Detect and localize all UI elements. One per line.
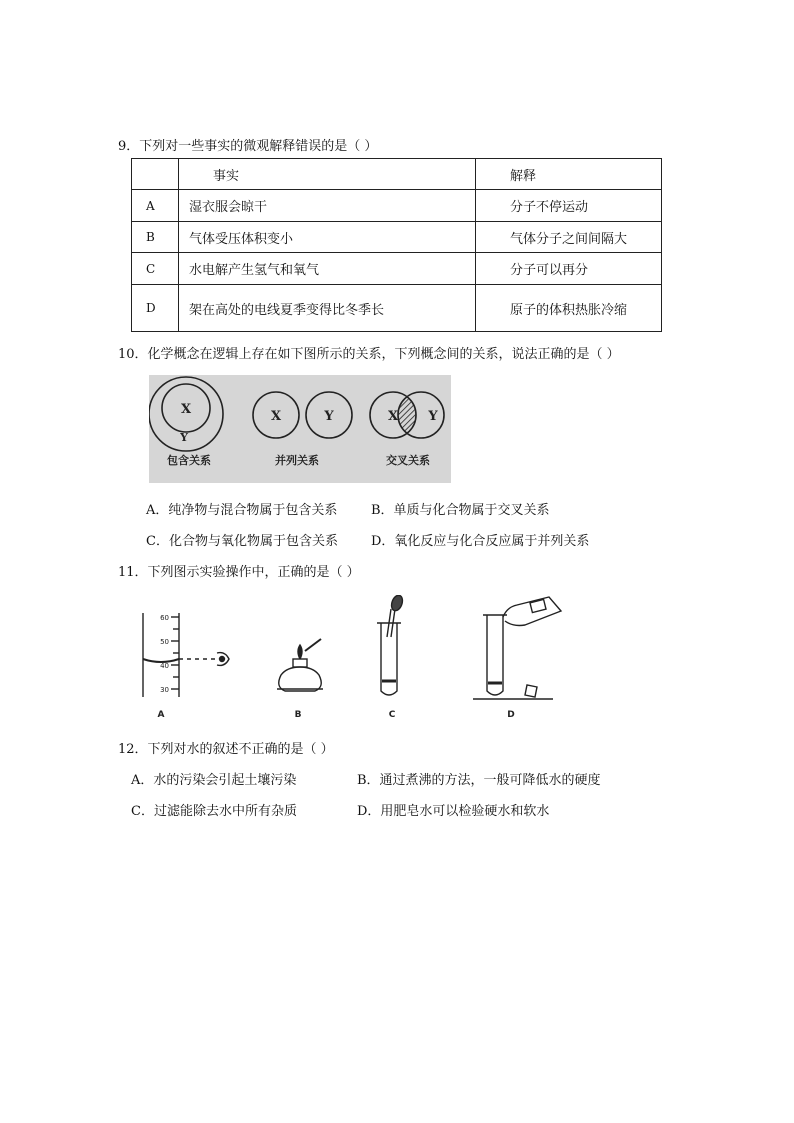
- lab-operations-svg: [133, 595, 573, 723]
- table-row: [132, 222, 662, 253]
- cross-x-label: X: [387, 409, 399, 424]
- pouring-liquid-drawing: [473, 597, 561, 699]
- venn-relations-figure: [149, 375, 451, 483]
- test-tube-dropper-drawing: [377, 595, 404, 695]
- lab-operations-figure: [133, 595, 573, 723]
- option-b-figure-label: B: [294, 710, 302, 720]
- row-explain: 分子不停运动: [476, 190, 662, 222]
- row-fact: 气体受压体积变小: [179, 222, 476, 253]
- alcohol-lamp-drawing: [277, 639, 323, 691]
- table-row: [132, 190, 662, 222]
- row-explain: 原子的体积热胀冷缩: [476, 285, 662, 332]
- parallel-x-label: X: [270, 409, 282, 424]
- row-letter: C: [132, 253, 179, 285]
- parallel-y-label: Y: [324, 409, 334, 424]
- parallel-caption: 并列关系: [275, 454, 319, 467]
- table-header-row: [132, 159, 662, 190]
- cross-y-label: Y: [428, 409, 438, 424]
- table-header-fact: 事实: [179, 159, 476, 190]
- table-header-letter: [132, 159, 179, 190]
- row-letter: A: [132, 190, 179, 222]
- cylinder-reading-drawing: [143, 613, 229, 697]
- question-12-stem: 12．下列对水的叙述不正确的是（ ）: [118, 742, 334, 757]
- q12-option-d: D．用肥皂水可以检验硬水和软水: [357, 804, 550, 819]
- row-letter: B: [132, 222, 179, 253]
- option-a-figure-label: A: [157, 710, 165, 720]
- row-fact: 湿衣服会晾干: [179, 190, 476, 222]
- option-d-figure-label: D: [507, 710, 515, 720]
- q10-option-c: C．化合物与氧化物属于包含关系: [146, 534, 338, 549]
- containment-y-label: Y: [180, 431, 188, 444]
- question-9-table: [131, 158, 662, 332]
- question-10-stem: 10．化学概念在逻辑上存在如下图所示的关系，下列概念间的关系，说法正确的是（ ）: [118, 347, 620, 362]
- q12-option-c: C．过滤能除去水中所有杂质: [131, 804, 297, 819]
- row-fact: 架在高处的电线夏季变得比冬季长: [179, 285, 476, 332]
- table-header-explain: 解释: [476, 159, 662, 190]
- option-c-figure-label: C: [388, 710, 396, 720]
- row-explain: 气体分子之间间隔大: [476, 222, 662, 253]
- containment-x-label: X: [180, 402, 192, 417]
- q10-option-d: D．氧化反应与化合反应属于并列关系: [371, 534, 590, 549]
- q10-option-b: B．单质与化合物属于交叉关系: [371, 503, 550, 518]
- row-letter: D: [132, 285, 179, 332]
- q12-option-a: A．水的污染会引起土壤污染: [131, 773, 297, 788]
- cylinder-tick-label: 60: [160, 614, 169, 622]
- row-fact: 水电解产生氢气和氧气: [179, 253, 476, 285]
- cylinder-tick-label: 30: [160, 686, 169, 694]
- containment-caption: 包含关系: [167, 454, 211, 467]
- venn-diagram: [149, 375, 451, 483]
- q12-option-b: B．通过煮沸的方法，一般可降低水的硬度: [357, 773, 601, 788]
- question-9-stem: 9．下列对一些事实的微观解释错误的是（ ）: [118, 139, 378, 154]
- table-row: [132, 285, 662, 332]
- cross-caption: 交叉关系: [386, 454, 430, 467]
- row-explain: 分子可以再分: [476, 253, 662, 285]
- cylinder-tick-label: 40: [160, 662, 169, 670]
- q10-option-a: A．纯净物与混合物属于包含关系: [146, 503, 338, 518]
- cylinder-tick-label: 50: [160, 638, 169, 646]
- table-row: [132, 253, 662, 285]
- question-11-stem: 11．下列图示实验操作中，正确的是（ ）: [118, 565, 360, 580]
